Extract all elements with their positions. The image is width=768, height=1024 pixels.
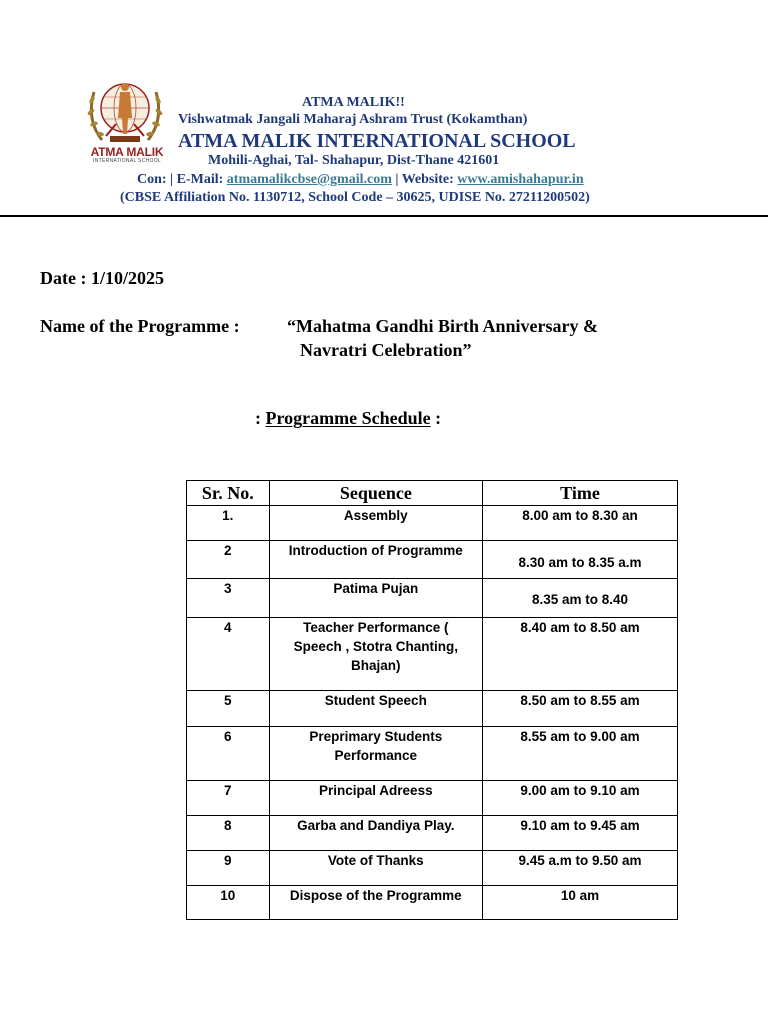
time-cell: 8.40 am to 8.50 am — [483, 618, 678, 691]
sequence-cell: Student Speech — [269, 691, 482, 727]
time-cell: 8.35 am to 8.40 — [483, 579, 678, 618]
schedule-suffix: : — [430, 408, 442, 428]
date-line: Date : 1/10/2025 — [40, 268, 164, 288]
sequence-cell: Dispose of the Programme — [269, 886, 482, 920]
time-cell: 9.00 am to 9.10 am — [483, 781, 678, 816]
sequence-cell: Introduction of Programme — [269, 541, 482, 579]
website-link[interactable]: www.amishahapur.in — [457, 172, 584, 187]
programme-name-line-1: “Mahatma Gandhi Birth Anniversary & — [287, 316, 599, 336]
time-cell: 9.10 am to 9.45 am — [483, 816, 678, 851]
contact-prefix: Con: | E-Mail: — [137, 172, 227, 187]
table-row — [187, 851, 678, 886]
header-time: Time — [483, 481, 678, 506]
time-cell: 10 am — [483, 886, 678, 920]
trust-name: Vishwatmak Jangali Maharaj Ashram Trust (Kokamthan) — [178, 112, 528, 127]
sequence-cell: Teacher Performance ( Speech , Stotra Chanting, Bhajan) — [269, 618, 482, 691]
sr-cell: 7 — [187, 781, 270, 816]
sequence-cell: Assembly — [269, 506, 482, 541]
programme-name-line-2: Navratri Celebration” — [300, 340, 472, 360]
sequence-cell: Vote of Thanks — [269, 851, 482, 886]
schedule-prefix: : — [255, 408, 266, 428]
sr-cell: 2 — [187, 541, 270, 579]
time-cell: 8.30 am to 8.35 a.m — [483, 541, 678, 579]
header-sr-no: Sr. No. — [187, 481, 270, 506]
sr-cell: 5 — [187, 691, 270, 727]
programme-label: Name of the Programme : — [40, 316, 240, 336]
sequence-cell: Patima Pujan — [269, 579, 482, 618]
time-cell: 8.55 am to 9.00 am — [483, 727, 678, 781]
sequence-cell: Garba and Dandiya Play. — [269, 816, 482, 851]
sr-cell: 8 — [187, 816, 270, 851]
time-cell: 9.45 a.m to 9.50 am — [483, 851, 678, 886]
affiliation-line: (CBSE Affiliation No. 1130712, School Code – 30625, UDISE No. 27211200502) — [120, 190, 590, 205]
sr-cell: 1. — [187, 506, 270, 541]
sr-cell: 9 — [187, 851, 270, 886]
sr-cell: 10 — [187, 886, 270, 920]
logo-subtext: INTERNATIONAL SCHOOL — [93, 158, 161, 164]
table-row — [187, 816, 678, 851]
sr-cell: 3 — [187, 579, 270, 618]
table-row — [187, 727, 678, 781]
school-address: Mohili-Aghai, Tal- Shahapur, Dist-Thane 421601 — [208, 153, 500, 168]
table-row — [187, 579, 678, 618]
table-row — [187, 618, 678, 691]
table-row — [187, 886, 678, 920]
schedule-heading — [255, 408, 441, 429]
school-name: ATMA MALIK INTERNATIONAL SCHOOL — [178, 130, 576, 152]
table-header-row — [187, 481, 678, 506]
table-row — [187, 781, 678, 816]
header-divider — [0, 215, 768, 217]
table-row — [187, 691, 678, 727]
email-link[interactable]: atmamalikcbse@gmail.com — [226, 172, 392, 187]
schedule-table — [186, 480, 678, 920]
sequence-cell: Principal Adreess — [269, 781, 482, 816]
website-label: | Website: — [391, 172, 458, 187]
contact-line — [137, 172, 584, 188]
time-cell: 8.50 am to 8.55 am — [483, 691, 678, 727]
sequence-cell: Preprimary Students Performance — [269, 727, 482, 781]
sr-cell: 4 — [187, 618, 270, 691]
sr-cell: 6 — [187, 727, 270, 781]
header-sequence: Sequence — [269, 481, 482, 506]
logo-text: ATMA MALIK — [90, 145, 164, 159]
header-line-1: ATMA MALIK!! — [302, 95, 405, 110]
schedule-title: Programme Schedule — [265, 408, 431, 428]
time-cell: 8.00 am to 8.30 an — [483, 506, 678, 541]
table-row — [187, 506, 678, 541]
table-row — [187, 541, 678, 579]
